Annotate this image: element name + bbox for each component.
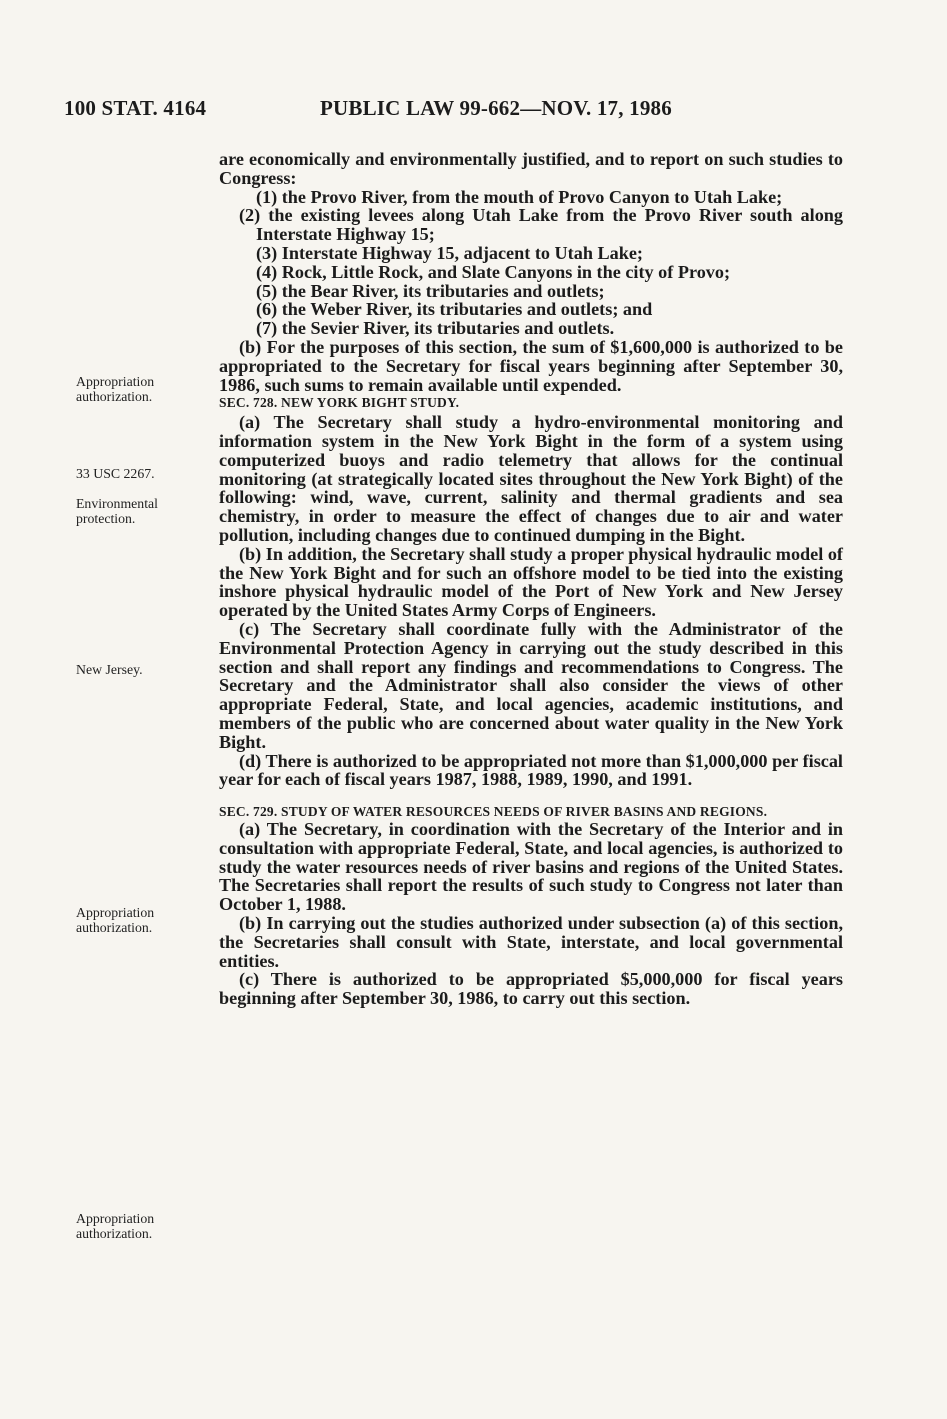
list-item: (5) the Bear River, its tributaries and outlets;: [256, 280, 605, 301]
margin-note-appropriation-2: Appropriation authorization.: [76, 905, 155, 935]
paragraph-729b: (b) In carrying out the studies authorized under subsection (a) of this section, the Secretaries shall consult with State, interstate, and local governmental entities.: [219, 913, 843, 971]
list-item: (3) Interstate Highway 15, adjacent to Utah Lake;: [256, 242, 643, 263]
margin-note-appropriation-3: Appropriation authorization.: [76, 1211, 155, 1241]
margin-note-appropriation-1: Appropriation authorization.: [76, 374, 155, 404]
list-item: (4) Rock, Little Rock, and Slate Canyons in the city of Provo;: [256, 261, 731, 282]
list-item: (1) the Provo River, from the mouth of Provo Canyon to Utah Lake;: [256, 186, 783, 207]
paragraph-728d: (d) There is authorized to be appropriated not more than $1,000,000 per fiscal year for each of fiscal years 1987, 1988, 1989, 1990, and 1991.: [219, 750, 843, 790]
section-729-heading: SEC. 729. STUDY OF WATER RESOURCES NEEDS OF RIVER BASINS AND REGIONS.: [219, 804, 768, 820]
statute-text: [219, 150, 843, 1008]
paragraph-727b: (b) For the purposes of this section, the sum of $1,600,000 is authorized to be appropriated to the Secretary for fiscal years beginning after September 30, 1986, such sums to remain available until expended.: [219, 336, 843, 395]
stat-page-number: 100 STAT. 4164: [64, 96, 207, 120]
public-law-title: PUBLIC LAW 99-662—NOV. 17, 1986: [320, 96, 672, 120]
paragraph-728a: (a) The Secretary shall study a hydro-environmental monitoring and information system in the New York Bight in the form of a system using computerized buoys and radio telemetry that allows for the continual monitoring (at strategically located sites throughout the New York Bight) of the following: wind, wave, current, salinity and thermal gradients and sea chemistry, in order to measure the effect of changes due to air and water pollution, including changes due to continued dumping in the Bight.: [219, 412, 843, 545]
paragraph-729c: (c) There is authorized to be appropriated $5,000,000 for fiscal years beginning after September 30, 1986, to carry out this section.: [219, 969, 843, 1009]
margin-note-new-jersey: New Jersey.: [76, 662, 143, 677]
paragraph-729a: (a) The Secretary, in coordination with the Secretary of the Interior and in consultation with appropriate Federal, State, and local agencies, is authorized to study the water resources needs of river basins and regions of the United States. The Secretaries shall report the results of such study to Congress not later than October 1, 1988.: [219, 819, 843, 915]
list-item: (2) the existing levees along Utah Lake from the Provo River south along Interstate Highway 15;: [239, 205, 843, 245]
paragraph-728b: (b) In addition, the Secretary shall study a proper physical hydraulic model of the New York Bight and for such an offshore model to be tied into the existing inshore physical hydraulic model of the Port of New York and New Jersey operated by the United States Army Corps of Engineers.: [219, 543, 843, 621]
list-item: (6) the Weber River, its tributaries and outlets; and: [256, 299, 653, 320]
paragraph-728c: (c) The Secretary shall coordinate fully with the Administrator of the Environmental Protection Agency in carrying out the study described in this section and shall report any findings and recommendations to Congress. The Secretary and the Administrator shall also consider the views of other appropriate Federal, State, and local agencies, academic institutions, and members of the public who are concerned about water quality in the New York Bight.: [219, 618, 843, 752]
list-item: (7) the Sevier River, its tributaries and outlets.: [256, 318, 615, 339]
paragraph-intro: are economically and environmentally justified, and to report on such studies to Congress:: [219, 149, 843, 188]
margin-note-usc: 33 USC 2267.: [76, 466, 155, 481]
margin-note-environmental: Environmental protection.: [76, 496, 158, 526]
section-728-heading: SEC. 728. NEW YORK BIGHT STUDY.: [219, 395, 460, 411]
